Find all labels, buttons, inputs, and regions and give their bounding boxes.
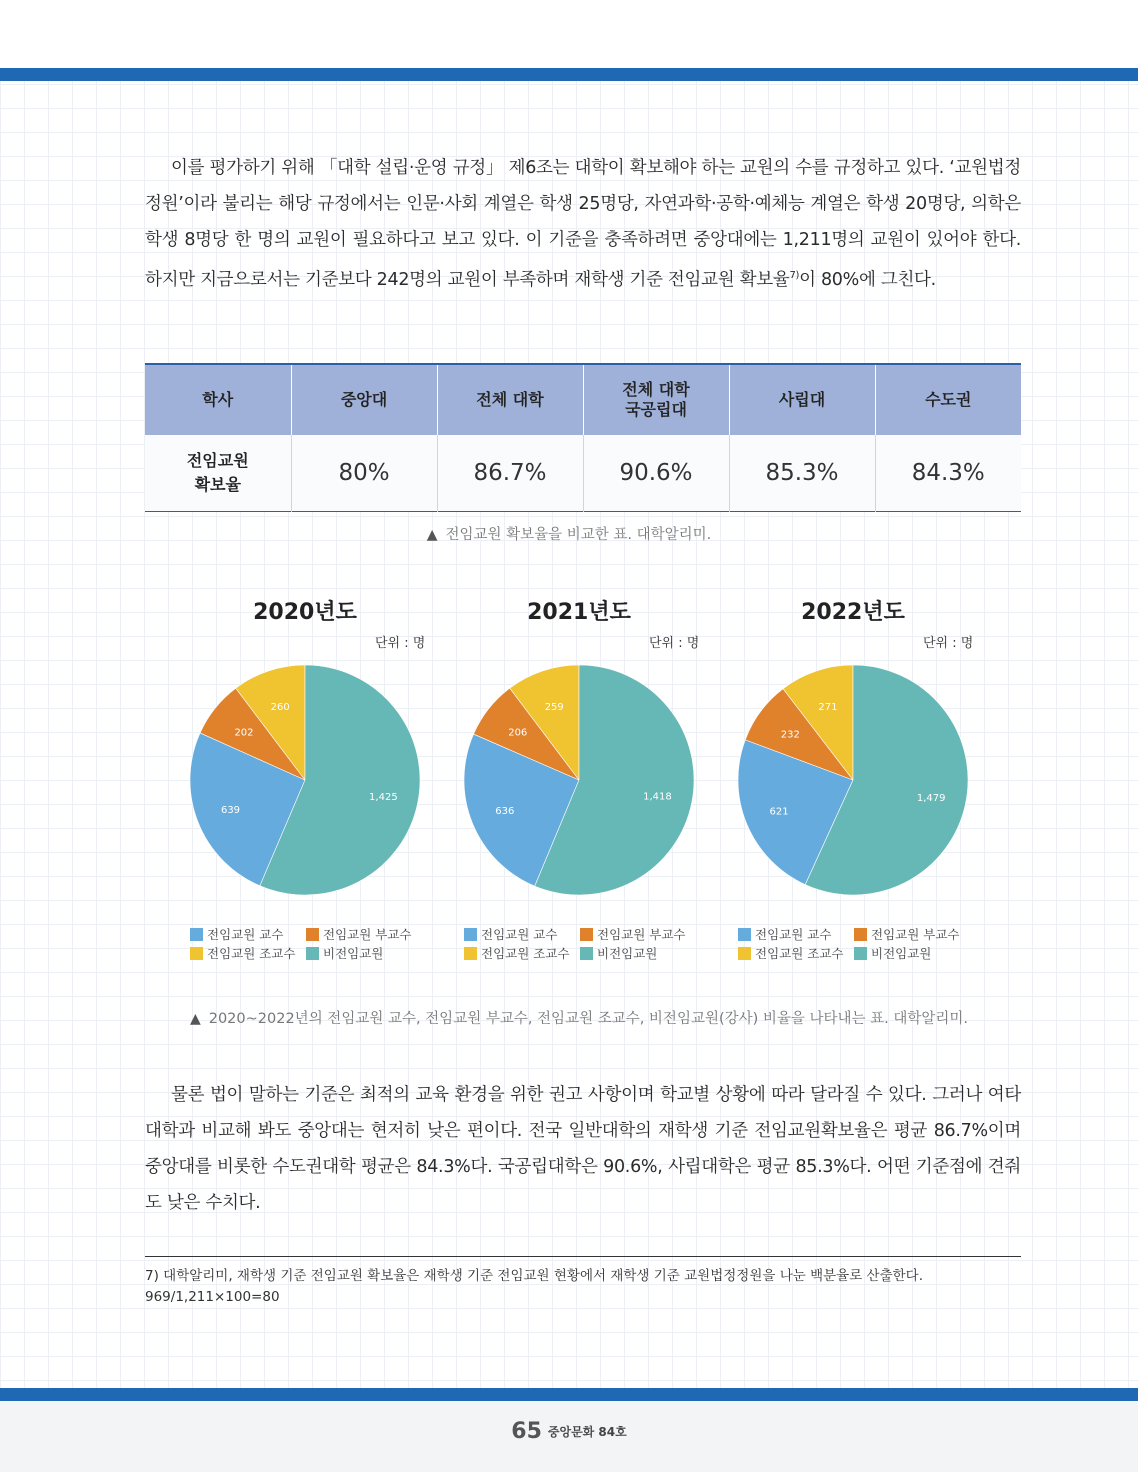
page-number-text: 65: [511, 1419, 542, 1444]
pie-data-label: 202: [234, 727, 254, 739]
bottom-accent-bar: [0, 1388, 1138, 1401]
paragraph-text: 이를 평가하기 위해 「대학 설립·운영 규정」 제6조는 대학이 확보해야 하는 교원의 수를 규정하고 있다. ‘교원법정정원’이라 불리는 해당 규정에서는 인문·사회 계열은 학생 25명당, 자연과학·공학·예체능 계열은 학생 20명당, 의학은 학생 8명당 한 명의 교원이 필요하다고 보고 있다. 이 기준을 충족하려면 중앙대에는 1,211명의 교원이 있어야 한다. 하지만 지금으로서는 기준보다 242명의 교원이 부족하며 재학생 기준 전임교원 확보율: [145, 158, 1021, 290]
paragraph-text: 물론 법이 말하는 기준은 최적의 교육 환경을 위한 권고 사항이며 학교별 상황에 따라 달라질 수 있다. 그러나 여타 대학과 비교해 봐도 중앙대는 현저히 낮은 편이다. 전국 일반대학의 재학생 기준 전임교원확보율은 평균 86.7%이며 중앙대를 비롯한 수도권대학 평균은 84.3%다. 국공립대학은 90.6%, 사립대학은 평균 85.3%다. 어떤 기준점에 견줘도 낮은 수치다.: [145, 1085, 1021, 1213]
top-margin: [0, 0, 1138, 68]
legend-label: 전임교원 부교수: [871, 927, 960, 942]
legend-label: 전임교원 조교수: [755, 946, 844, 961]
top-accent-bar: [0, 68, 1138, 81]
pie-data-label: 232: [780, 729, 800, 741]
header-national: 전체 대학 국공립대: [622, 380, 690, 419]
table-cell: 86.7%: [437, 435, 583, 512]
pie-chart-2022: [738, 595, 998, 965]
legend-item: [190, 925, 283, 943]
legend-label: 비전임교원: [597, 946, 658, 961]
legend-swatch: [464, 947, 477, 960]
caption-text: 전임교원 확보율을 비교한 표. 대학알리미.: [445, 527, 712, 543]
legend-swatch: [464, 928, 477, 941]
pie-svg: [464, 665, 696, 897]
table-header-row: [145, 364, 1021, 435]
chart-title: 2022년도: [801, 600, 905, 625]
table-header-cell: 전체 대학: [437, 364, 583, 435]
footnote-line: 969/1,211×100=80: [145, 1289, 280, 1305]
legend-item: [580, 944, 657, 962]
table-cell: 90.6%: [583, 435, 729, 512]
table-header-cell: 중앙대: [291, 364, 437, 435]
table-header-cell: 사립대: [729, 364, 875, 435]
row-label-line: 전임교원: [186, 451, 249, 470]
legend-item: [306, 944, 383, 962]
legend-swatch: [580, 947, 593, 960]
faculty-ratio-table: [145, 363, 1021, 512]
legend-label: 비전임교원: [871, 946, 932, 961]
legend-item: [738, 925, 831, 943]
pie-data-label: 621: [769, 806, 789, 818]
footnote-divider: [145, 1256, 1021, 1257]
table-cell: 84.3%: [875, 435, 1021, 512]
table-cell: 80%: [291, 435, 437, 512]
legend-swatch: [306, 928, 319, 941]
legend-swatch: [190, 947, 203, 960]
legend-swatch: [738, 947, 751, 960]
pie-data-label: 259: [544, 702, 564, 714]
table-header-cell: 학사: [145, 364, 291, 435]
triangle-up-icon: ▲: [426, 527, 438, 543]
table-cell: 85.3%: [729, 435, 875, 512]
pie-svg: [738, 665, 970, 897]
legend-label: 전임교원 교수: [207, 927, 284, 942]
table-header-cell: [583, 364, 729, 435]
pie-data-label: 206: [508, 727, 528, 739]
footnote-line: 7) 대학알리미, 재학생 기준 전임교원 확보율은 재학생 기준 전임교원 현황에서 재학생 기준 교원법정정원을 나눈 백분율로 산출한다.: [145, 1268, 923, 1284]
pie-data-label: 639: [220, 805, 241, 817]
legend-swatch: [854, 928, 867, 941]
pie-data-label: 260: [270, 702, 290, 714]
pie-chart-2021: [464, 595, 724, 965]
legend-item: [306, 925, 412, 943]
chart-unit: 단위 : 명: [375, 636, 426, 651]
legend-swatch: [190, 928, 203, 941]
chart-unit: 단위 : 명: [649, 636, 700, 651]
chart-title: 2021년도: [527, 600, 631, 625]
legend-item: [464, 925, 557, 943]
pie-data-label: 271: [818, 702, 838, 714]
body-paragraph-2: [145, 1077, 1021, 1221]
body-paragraph-1: [145, 150, 1021, 298]
table-header-cell: 수도권: [875, 364, 1021, 435]
row-label-line: 확보율: [194, 475, 241, 494]
table-caption: [0, 523, 1138, 544]
footnote-ref[interactable]: 7): [789, 270, 800, 281]
legend-label: 전임교원 부교수: [597, 927, 686, 942]
pie-data-label: 1,479: [916, 793, 946, 805]
legend-swatch: [580, 928, 593, 941]
caption-text: 2020~2022년의 전임교원 교수, 전임교원 부교수, 전임교원 조교수, 비전임교원(강사) 비율을 나타내는 표. 대학알리미.: [208, 1011, 969, 1027]
legend-label: 전임교원 조교수: [207, 946, 296, 961]
pie-data-label: 1,425: [369, 792, 398, 804]
legend-item: [190, 944, 296, 962]
table-row: [145, 435, 1021, 512]
legend-item: [580, 925, 686, 943]
chart-caption: [0, 1007, 1138, 1028]
legend-swatch: [854, 947, 867, 960]
pie-svg: [190, 665, 422, 897]
pie-data-label: 636: [495, 805, 515, 817]
page-number: [0, 1419, 1138, 1444]
chart-unit: 단위 : 명: [923, 636, 974, 651]
legend-swatch: [306, 947, 319, 960]
legend-item: [854, 944, 931, 962]
legend-label: 비전임교원: [323, 946, 384, 961]
legend-label: 전임교원 조교수: [481, 946, 570, 961]
chart-title: 2020년도: [253, 600, 357, 625]
pie-chart-2020: [190, 595, 450, 965]
legend-item: [464, 944, 570, 962]
legend-label: 전임교원 교수: [755, 927, 832, 942]
triangle-up-icon: ▲: [189, 1011, 201, 1027]
row-label: [145, 435, 291, 512]
footnote: [145, 1266, 1021, 1308]
legend-item: [854, 925, 960, 943]
pie-data-label: 1,418: [643, 791, 672, 803]
legend-label: 전임교원 부교수: [323, 927, 412, 942]
legend-item: [738, 944, 844, 962]
legend-label: 전임교원 교수: [481, 927, 558, 942]
magazine-name: 중앙문화 84호: [547, 1425, 627, 1439]
legend-swatch: [738, 928, 751, 941]
paragraph-text-end: 이 80%에 그친다.: [799, 269, 936, 290]
